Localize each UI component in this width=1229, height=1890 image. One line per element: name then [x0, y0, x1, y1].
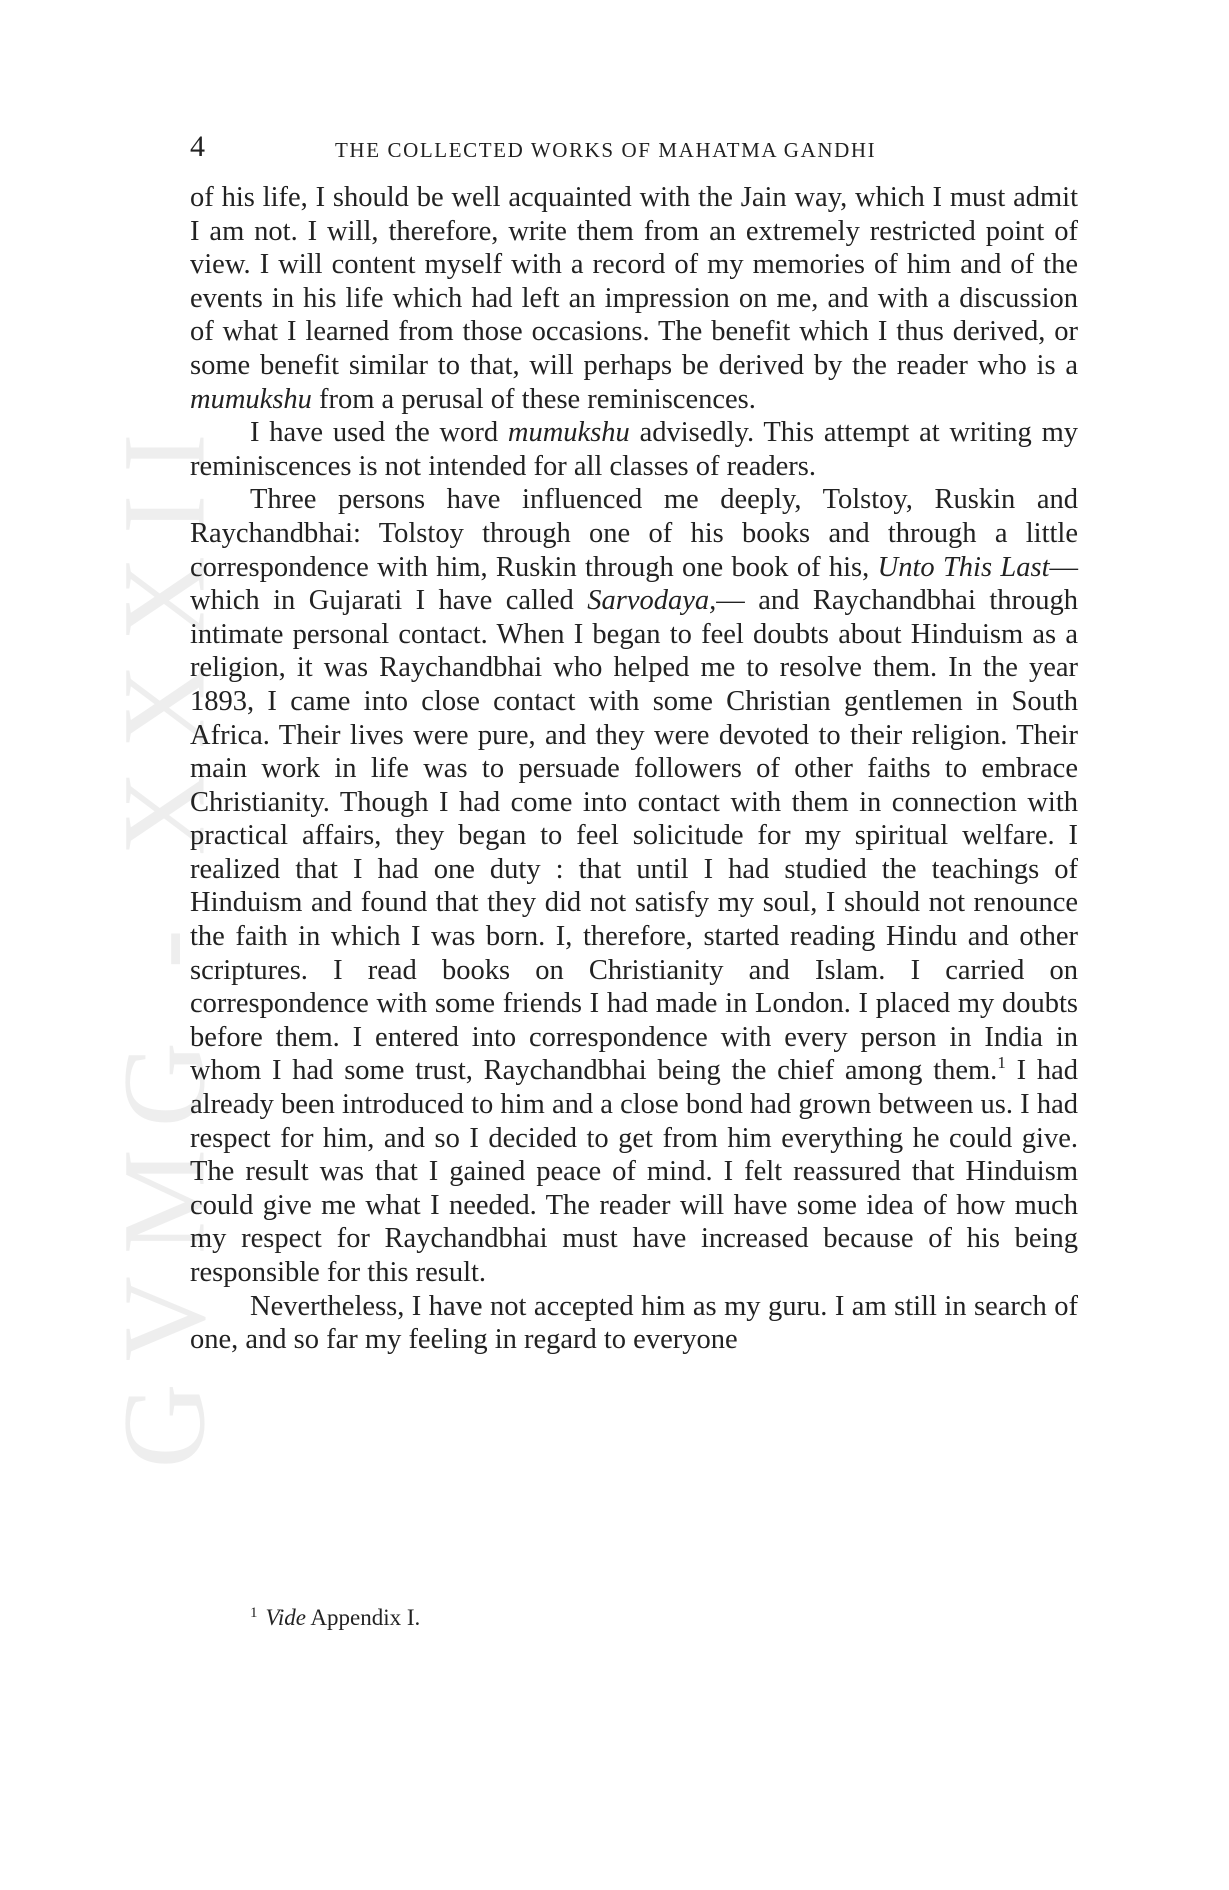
running-title: THE COLLECTED WORKS OF MAHATMA GANDHI — [335, 138, 877, 162]
italic-title: Unto This Last — [877, 551, 1050, 583]
paragraph-4 — [190, 1290, 1078, 1357]
text-run: advisedly. This attempt at writing my reminiscences is not intended for all classes of readers. — [190, 417, 1078, 482]
paragraph-2 — [190, 416, 1078, 483]
watermark-text: GVMG - XXXII — [99, 411, 231, 1469]
running-head — [190, 130, 1078, 170]
text-run: Nevertheless, I have not accepted him as my guru. I am still in search of one, and so far my feeling in regard to everyone — [190, 1290, 1078, 1356]
page-number: 4 — [190, 130, 205, 163]
footnote — [250, 1605, 420, 1631]
footnote-marker: 1 — [997, 1053, 1006, 1073]
text-run: — and Raychandbhai through intimate personal contact. When I began to feel doubts about Hinduism as a religion, it was Raychandbhai who helped me to resolve them. In the year 1893, I came into close contact with some Christian gentlemen in South Africa. Their lives were pure, and they were devoted to their religion. Their main work in life was to persuade followers of other faiths to embrace Christianity. Though I had come into contact with them in connection with practical affairs, they began to feel solicitude for my spiritual welfare. I realized that I had one duty : that until I had studied the teachings of Hinduism and found that they did not satisfy my soul, I should not renounce the faith in which I was born. I, therefore, started reading Hindu and other scriptures. I read books on Christianity and Islam. I carried on correspondence with some friends I had made in London. I placed my doubts before them. I entered into correspondence with every person in India in whom I had some trust, Raychandbhai being the chief among them. — [190, 585, 1078, 1087]
paragraph-3 — [190, 483, 1078, 1289]
footnote-italic: Vide — [265, 1605, 306, 1630]
text-run: I have used the word — [250, 417, 508, 449]
text-run: of his life, I should be well acquainted with the Jain way, which I must admit I am not. I will, therefore, write them from an extremely restricted point of view. I will content myself with a record of my memories of him and of the events in his life which had left an impression on me, and with a discussion of what I learned from those occasions. The benefit which I thus derived, or some benefit similar to that, will perhaps be derived by the reader who is a — [190, 182, 1078, 381]
italic-term: mumukshu — [507, 417, 630, 449]
footnote-number: 1 — [250, 1605, 258, 1621]
text-run: Three persons have influenced me deeply, Tolstoy, Ruskin and Raychandbhai: Tolstoy through one of his books and through a little correspondence with him, Ruskin through one book of his, — [190, 484, 1078, 583]
italic-term: mumukshu — [190, 383, 312, 415]
text-run: I had already been introduced to him and a close bond had grown between us. I had respect for him, and so I decided to get from him everything he could give. The result was that I gained peace of mind. I felt reassured that Hinduism could give me what I needed. The reader will have some idea of how much my respect for Raychandbhai must have increased because of his being responsible for this result. — [190, 1055, 1078, 1288]
paragraph-1 — [190, 181, 1078, 416]
text-run: —which in Gujarati I have called — [190, 551, 1078, 617]
text-run: from a perusal of these reminiscences. — [311, 383, 756, 415]
footnote-text: Appendix I. — [305, 1605, 421, 1630]
italic-title: Sarvodaya, — [587, 585, 717, 617]
body-text — [190, 181, 1078, 1357]
